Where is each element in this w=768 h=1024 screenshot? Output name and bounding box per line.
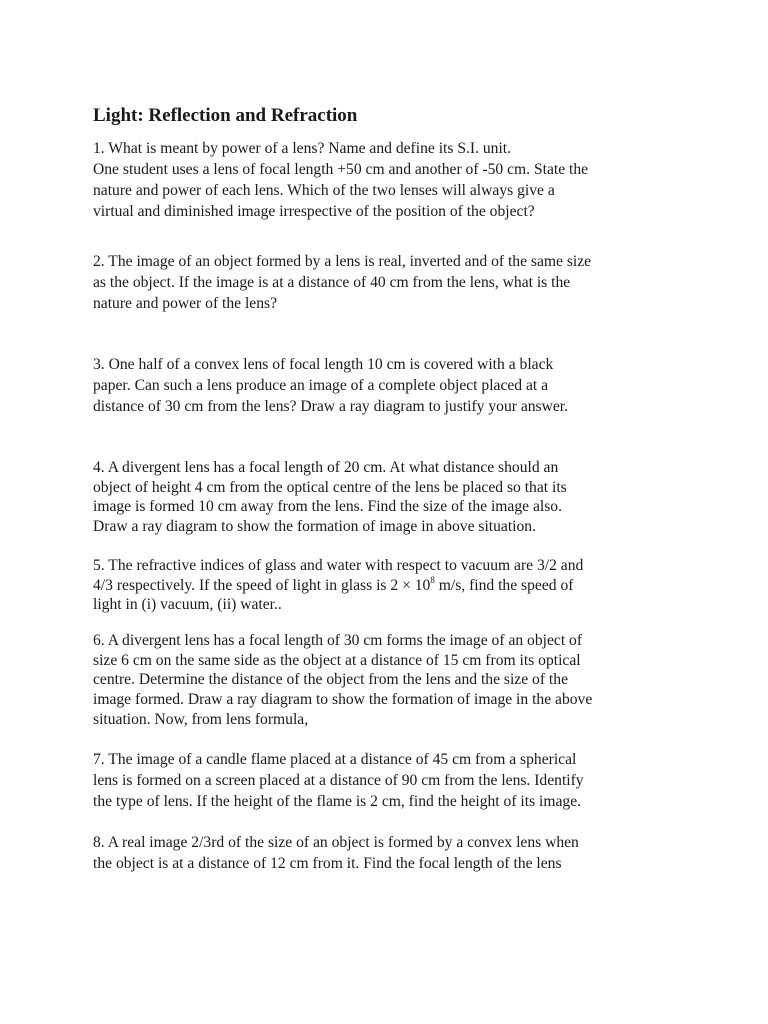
question-5-line-2-text: 4/3 respectively. If the speed of light in glass is 2 × 10	[93, 576, 431, 594]
question-1-line-1: 1. What is meant by power of a lens? Name and define its S.I. unit.	[93, 140, 512, 157]
question-2-line-2: as the object. If the image is at a distance of 40 cm from the lens, what is the	[93, 274, 571, 291]
question-5-line-3: light in (i) vacuum, (ii) water..	[93, 596, 282, 614]
question-7-line-3: the type of lens. If the height of the flame is 2 cm, find the height of its image.	[93, 793, 582, 810]
question-1	[93, 138, 678, 222]
question-7	[93, 749, 678, 812]
question-1-line-3: nature and power of each lens. Which of the two lenses will always give a	[93, 182, 555, 199]
question-7-line-1: 7. The image of a candle flame placed at a distance of 45 cm from a spherical	[93, 751, 577, 768]
question-3-line-1: 3. One half of a convex lens of focal length 10 cm is covered with a black	[93, 356, 554, 373]
question-2-line-1: 2. The image of an object formed by a lens is real, inverted and of the same size	[93, 253, 592, 270]
question-8-line-1: 8. A real image 2/3rd of the size of an object is formed by a convex lens when	[93, 834, 579, 851]
question-3	[93, 354, 678, 417]
question-1-line-4: virtual and diminished image irrespective of the position of the object?	[93, 203, 535, 220]
question-3-line-3: distance of 30 cm from the lens? Draw a ray diagram to justify your answer.	[93, 398, 569, 415]
question-8-line-2: the object is at a distance of 12 cm from it. Find the focal length of the lens	[93, 855, 562, 872]
question-5-line-1: 5. The refractive indices of glass and water with respect to vacuum are 3/2 and	[93, 557, 584, 574]
question-6-line-4: image formed. Draw a ray diagram to show the formation of image in the above	[93, 691, 593, 709]
question-6-line-2: size 6 cm on the same side as the object at a distance of 15 cm from its optical	[93, 651, 581, 669]
question-5	[93, 556, 678, 615]
question-6-line-5: situation. Now, from lens formula,	[93, 710, 309, 728]
question-4-line-1: 4. A divergent lens has a focal length of 20 cm. At what distance should an	[93, 459, 559, 476]
question-4-line-3: image is formed 10 cm away from the lens. Find the size of the image also.	[93, 498, 562, 516]
question-4	[93, 458, 678, 537]
question-3-line-2: paper. Can such a lens produce an image of a complete object placed at a	[93, 377, 549, 394]
page-title: Light: Reflection and Refraction	[93, 105, 358, 126]
question-6-line-1: 6. A divergent lens has a focal length of 30 cm forms the image of an object of	[93, 632, 583, 649]
question-4-line-4: Draw a ray diagram to show the formation of image in above situation.	[93, 518, 536, 536]
exponent-superscript: 8	[430, 574, 435, 585]
question-6	[93, 631, 678, 730]
question-2	[93, 251, 678, 314]
question-5-line-2-text-end: m/s, find the speed of	[434, 576, 574, 594]
question-7-line-2: lens is formed on a screen placed at a distance of 90 cm from the lens. Identify	[93, 772, 584, 789]
question-4-line-2: object of height 4 cm from the optical centre of the lens be placed so that its	[93, 478, 567, 496]
question-5-line-2	[93, 576, 678, 596]
question-8	[93, 832, 678, 874]
question-1-line-2: One student uses a lens of focal length +50 cm and another of -50 cm. State the	[93, 161, 589, 178]
question-2-line-3: nature and power of the lens?	[93, 295, 278, 312]
question-6-line-3: centre. Determine the distance of the object from the lens and the size of the	[93, 671, 568, 689]
